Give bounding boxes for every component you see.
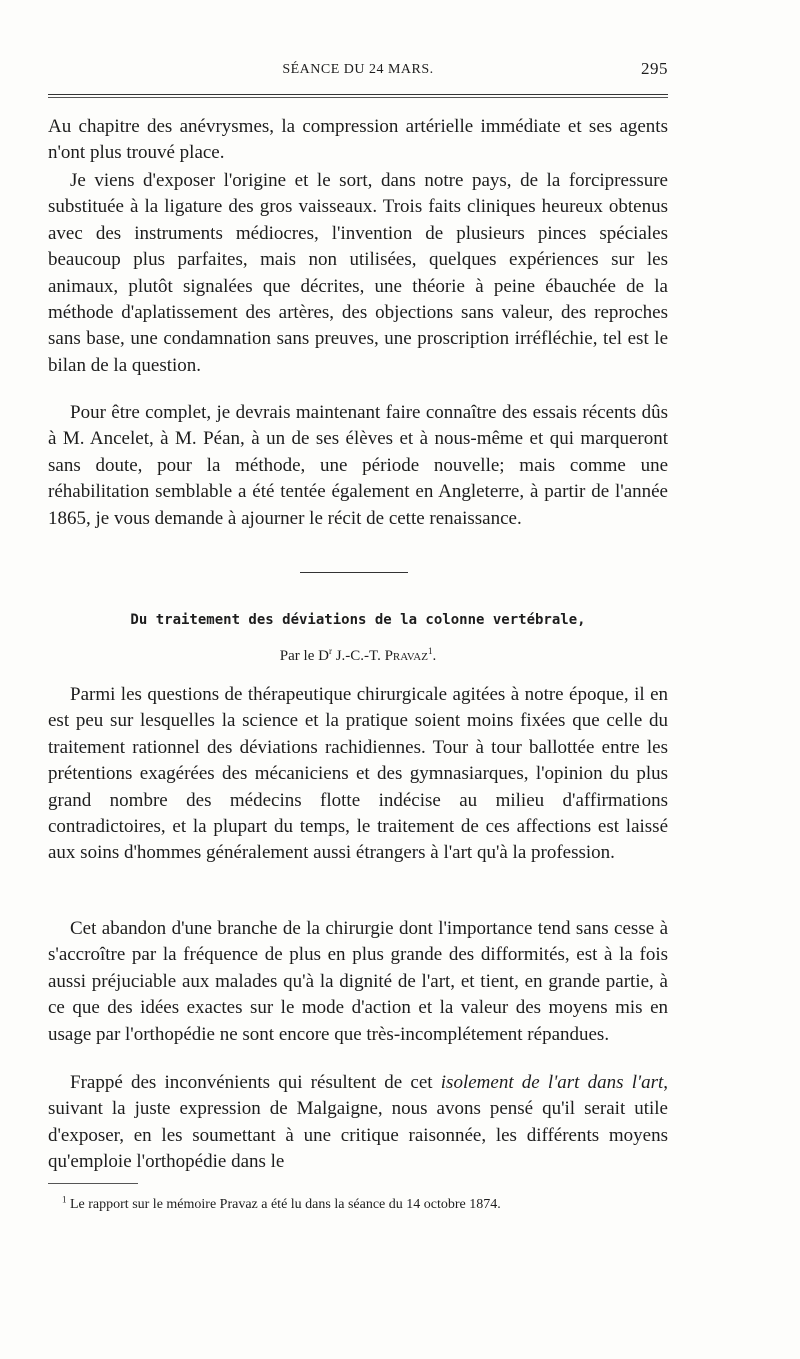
- footnote-marker: 1: [62, 1194, 67, 1205]
- footnote-text: Le rapport sur le mémoire Pravaz a été lu dans la séance du 14 octobre 1874.: [66, 1197, 501, 1212]
- running-header: [48, 59, 668, 84]
- document-page: [48, 0, 668, 1359]
- header-title: SÉANCE DU 24 MARS.: [282, 62, 434, 77]
- byline-sup: r: [328, 646, 332, 656]
- author-byline: [48, 648, 668, 665]
- header-rule: [48, 94, 668, 95]
- paragraph: [48, 1070, 668, 1176]
- page-number: 295: [641, 59, 668, 78]
- author-name: J.-C.-T. Pravaz: [331, 648, 428, 664]
- paragraph: Je viens d'exposer l'origine et le sort, dans notre pays, de la forcipressure substituée à la ligature des gros vaisseaux. Trois faits cliniques heureux obtenus avec des instruments médiocres, l'invention de plusieurs pinces spéciales beaucoup plus parfaites, mais non utilisées, quelques expériences sur les animaux, plutôt signalées que décrites, une théorie à peine ébauchée de la méthode d'aplatissement des artères, des objections sans valeur, des reproches sans base, une condamnation sans preuves, une proscription irréfléchie, tel est le bilan de la question.: [48, 170, 668, 376]
- footnote: [48, 1194, 668, 1216]
- paragraph-text: Frappé des inconvénients qui résultent de cet: [70, 1072, 441, 1093]
- paragraph: Parmi les questions de thérapeutique chirurgicale agitées à notre époque, il en est peu sur lesquelles la science et la pratique soient moins fixées que celle du traitement rationnel des déviations rachidiennes. Tour à tour ballottée entre les prétentions exagérées des mécaniciens et des gymnasiarques, l'opinion du plus grand nombre des médecins flotte indécise au milieu d'affirmations contradictoires, et la plupart du temps, le traitement de ces affections est laissé aux soins d'hommes généralement aussi étrangers à l'art qu'à la profession.: [48, 684, 668, 864]
- byline-prefix: Par le D: [279, 648, 329, 664]
- footnote-ref: 1: [427, 646, 433, 656]
- byline-end: .: [432, 648, 437, 664]
- italic-phrase: isolement de l'art dans l'art: [440, 1072, 664, 1093]
- section-title: Du traitement des déviations de la colonne vertébrale,: [130, 612, 586, 628]
- section-separator: [300, 572, 408, 573]
- paragraph-text: , suivant la juste expression de Malgaigne, nous avons pensé qu'il serait utile d'exposer, en les soumettant à une critique raisonnée, les différents moyens qu'emploie l'orthopédie dans le: [48, 1072, 668, 1173]
- paragraph: Au chapitre des anévrysmes, la compression artérielle immédiate et ses agents n'ont plus trouvé place.: [48, 116, 668, 164]
- paragraph: Cet abandon d'une branche de la chirurgie dont l'importance tend sans cesse à s'accroître par la fréquence de plus en plus grande des difformités, est à la fois aussi préjuciable aux malades qu'à la dignité de l'art, et tient, en grande partie, à ce que des idées exactes sur le mode d'action et la valeur des moyens mis en usage par l'orthopédie ne sont encore que très-incomplétement répandues.: [48, 918, 668, 1045]
- paragraph: Pour être complet, je devrais maintenant faire connaître des essais récents dûs à M. Ancelet, à M. Péan, à un de ses élèves et à nous-même et qui marqueront sans doute, pour la méthode, une période nouvelle; mais comme une réhabilitation semblable a été tentée également en Angleterre, à partir de l'année 1865, je vous demande à ajourner le récit de cette renaissance.: [48, 402, 668, 529]
- footnote-rule: [48, 1183, 138, 1184]
